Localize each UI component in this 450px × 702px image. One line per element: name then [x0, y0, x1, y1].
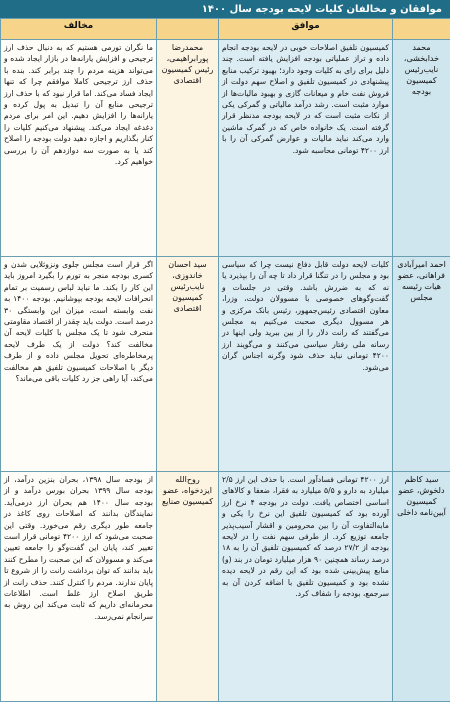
oppose-speaker-statement: از بودجه سال ۱۳۹۸، بحران بنزین درآمد، از بودجه سال ۱۳۹۹ بحران بورس درآمد و از بودجه سال ۱۴۰۰ هم بحران ارز درمی‌آید. نمایندگان بدانند که اصلاحات روی کاغذ در جامعه طور دیگری رقم می‌خورد. وقتی این صحبت می‌شود که ارز ۴۲۰۰ تومانی قرار است تغییر کند، پایان این گفت‌وگو را جامعه تعیین می‌کند و مسوولان که این صحبت را مطرح کنند باید بدانند که توان برداشت رانت را از شروع تا پایان ندارند. مردم را کنترل کنند. حذف رانت از طریق اصلاح ارز غلط است. اطلاعات محرمانه‌ای داریم که ثابت می‌کند این روش به سرانجام نمی‌رسد.	[1, 472, 157, 702]
oppose-speaker-name: روح‌الله ایزدخواه، عضو کمیسیون صنایع	[157, 472, 219, 702]
header-agree: موافق	[219, 19, 393, 40]
agree-speaker-statement: کمیسیون تلفیق اصلاحات خوبی در لایحه بودجه انجام داده و تراز عملیاتی بودجه افزایش یافته است. چند دلیل برای رای به کلیات وجود دارد؛ بهبود ترکیب منابع پیشنهادی در کمیسیون تلفیق و اصلاح سهم دولت از فروش نفت خام و میعانات گازی و بهبود مالیات‌ها از موارد مثبت است. رشد درآمد مالیاتی و گمرکی یکی از نکات مثبت است که در لایحه بودجه مدنظر قرار گرفته است. یک خانواده خاص که در گمرک ماشین وارد می‌کند نباید مالیات و عوارض گمرکی آن را با ارز ۴۲۰۰ تومانی محاسبه شود.	[219, 40, 393, 257]
agree-speaker-statement: ارز ۴۲۰۰ تومانی فسادآور است. با حذف این ارز ۲/۵ میلیارد به دارو و ۵/۵ میلیارد به فقرا، ضعفا و کالاهای اساسی اختصاص یافت. دولت در بودجه ۴ نرخ ارز آورده بود که کمیسیون تلفیق این نرخ را یکی و مابه‌التفاوت آن را بین محرومین و اقشار آسیب‌پذیر جامعه توزیع کرد. از طرفی سهم نفت را در لایحه بودجه از ۲۷/۲ درصد که کمیسیون تلفیق آن را به ۱۸ درصد رساند همچنین ۹۰ هزار میلیارد تومان در بند (و) منابع پیش‌بینی شده بود که این رقم در لایحه دیده نشده بود و کمیسیون تلفیق با اضافه کردن آن به سرجمع، بودجه را شفاف کرد.	[219, 472, 393, 702]
page-title: موافقان و مخالفان کلیات لایحه بودجه سال ۱۴۰۰	[0, 0, 450, 18]
agree-speaker-name: سید کاظم دلخوش، عضو کمیسیون آیین‌نامه داخلی	[393, 472, 450, 702]
header-blank-oppose	[157, 19, 219, 40]
header-oppose: مخالف	[1, 19, 157, 40]
agree-speaker-name: محمد خدابخشی، نایب‌رئیس کمیسیون بودجه	[393, 40, 450, 257]
oppose-speaker-name: سید احسان خاندوزی، نایب‌رئیس کمیسیون اقتصادی	[157, 257, 219, 472]
table-header-row	[1, 19, 450, 40]
table-row	[1, 40, 450, 257]
agree-speaker-statement: کلیات لایحه دولت قابل دفاع نیست چرا که سیاسی بود و مجلس را در تنگنا قرار داد تا چه آن را بپذیرد یا نه که به ضررش باشد. وقتی در جلسات و گفت‌وگوهای خصوصی با مسوولان دولت، وزرا، معاون اقتصادی رئیس‌جمهور، رئیس بانک مرکزی و هر مسوول دیگری صحبت می‌کنیم به مجلس می‌گفتند که رانت دلار را از بین ببرید ولی اینها در رسانه ملی رفتار سیاسی می‌کنند و می‌گویند ارز ۴۲۰۰ تومانی نباید حذف شود وگرنه اجناس گران می‌شود.	[219, 257, 393, 472]
debate-table	[0, 18, 450, 702]
oppose-speaker-name: محمدرضا پورابراهیمی، رئیس کمیسیون اقتصادی	[157, 40, 219, 257]
oppose-speaker-statement: اگر قرار است مجلس جلوی ونزوئلایی شدن و کسری بودجه منجر به تورم را بگیرد امروز باید این کار را بکند. ما نباید لباس رسمیت بر تمام انحرافات لایحه بودجه بپوشانیم. بودجه ۱۴۰۰ به نفت وابسته است، میزان این وابستگی ۳۰ درصد است. دولت باید چقدر از اقتصاد مقاومتی منحرف شود تا یک مجلس با کلیات لایحه آن مخالفت کند؟ دولت از یک طرف لایحه پرمخاطره‌ای تحویل مجلس داده و از طرف دیگر با اصلاحات کمیسیون تلفیق هم مخالفت می‌کند، آیا راهی جز رد کلیات باقی می‌ماند؟	[1, 257, 157, 472]
agree-speaker-name: احمد امیرآبادی فراهانی، عضو هیات رئیسه مجلس	[393, 257, 450, 472]
oppose-speaker-statement: ما نگران تورمی هستیم که به دنبال حذف ارز ترجیحی و افزایش یارانه‌ها در بازار ایجاد شده و می‌تواند هزینه مردم را چند برابر کند. بنده با حذف ارز ترجیحی کاملا موافقم چرا که تنها ایجاد فساد می‌کند. اما قرار نبود که با حذف ارز ترجیحی منابع آن را تبدیل به پول کرده و یارانه‌ها را افزایش دهیم. این امر برای مردم دغدغه ایجاد می‌کند. پیشنهاد می‌کنیم کلیات را کنار بگذاریم و اجازه دهید دولت بودجه را اصلاح کند یا به صورت سه دوازدهم آن را بررسی خواهیم کرد.	[1, 40, 157, 257]
table-row	[1, 257, 450, 472]
header-blank-agree	[393, 19, 450, 40]
table-row	[1, 472, 450, 702]
